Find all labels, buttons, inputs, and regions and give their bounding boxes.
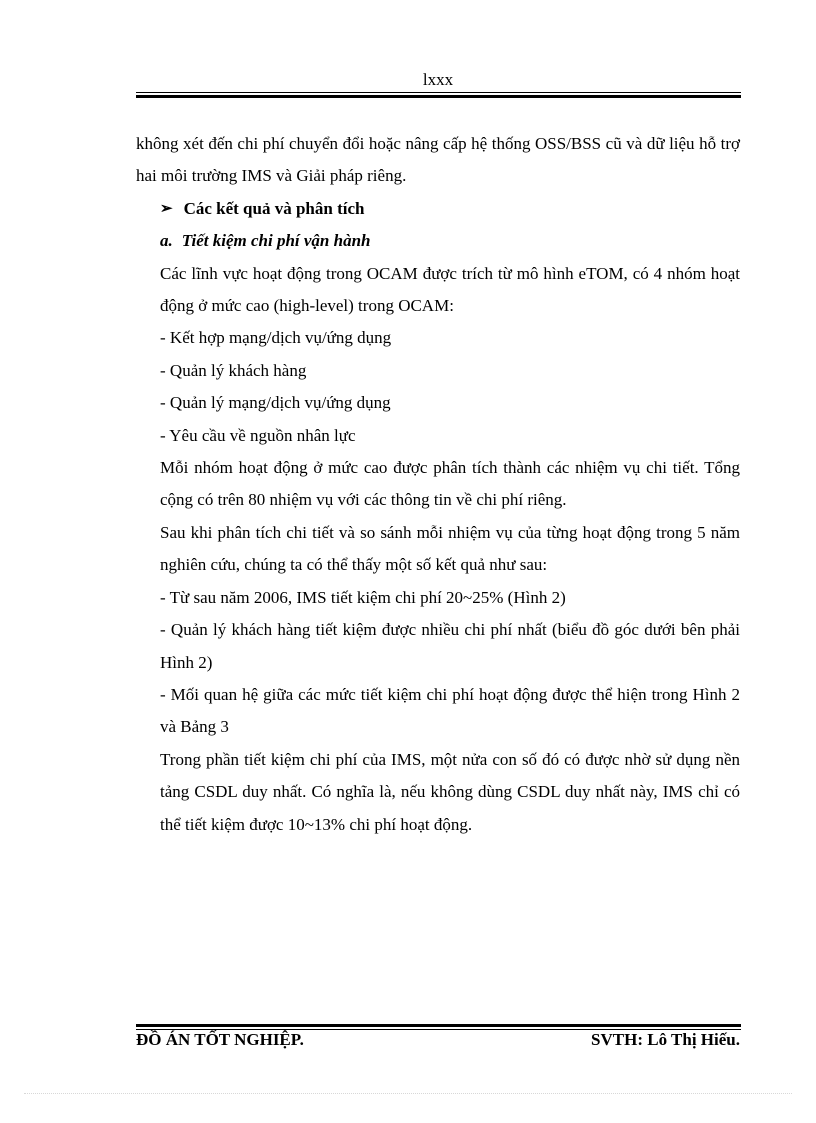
list-item: - Yêu cầu về nguồn nhân lực <box>160 425 356 445</box>
result-item: - Mối quan hệ giữa các mức tiết kiệm chi phí hoạt động được thể hiện trong Hình 2 và Bảng 3 <box>160 684 740 737</box>
paragraph-analysis: Sau khi phân tích chi tiết và so sánh mỗi nhiệm vụ của từng hoạt động trong 5 năm nghiên cứu, chúng ta có thể thấy một số kết quả như sau: <box>160 522 740 575</box>
footer-thesis-label: ĐỒ ÁN TỐT NGHIỆP. <box>136 1030 304 1049</box>
list-item: - Quản lý khách hàng <box>160 360 307 380</box>
arrow-bullet-icon: ➢ <box>160 200 173 217</box>
section-heading-text: Các kết quả và phân tích <box>183 198 365 218</box>
page-body <box>136 128 740 841</box>
section-heading <box>136 193 740 225</box>
page-edge-divider <box>24 1093 792 1094</box>
footer-student-name: SVTH: Lô Thị Hiếu. <box>591 1030 740 1049</box>
result-item: - Quản lý khách hàng tiết kiệm được nhiều chi phí nhất (biểu đồ góc dưới bên phải Hình 2) <box>160 620 740 672</box>
result-item: - Từ sau năm 2006, IMS tiết kiệm chi phí 20~25% (Hình 2) <box>160 587 566 607</box>
subsection-title: Tiết kiệm chi phí vận hành <box>181 231 371 251</box>
paragraph-task-breakdown: Mỗi nhóm hoạt động ở mức cao được phân tích thành các nhiệm vụ chi tiết. Tổng cộng có trên 80 nhiệm vụ với các thông tin về chi phí riêng. <box>160 458 740 510</box>
intro-paragraph: không xét đến chi phí chuyển đổi hoặc nâng cấp hệ thống OSS/BSS cũ và dữ liệu hỗ trợ hai môi trường IMS và Giải pháp riêng. <box>136 134 740 186</box>
page-footer <box>136 1030 740 1050</box>
paragraph-database-savings: Trong phần tiết kiệm chi phí của IMS, một nửa con số đó có được nhờ sử dụng nền tảng CSDL duy nhất. Có nghĩa là, nếu không dùng CSDL duy nhất này, IMS chỉ có thể tiết kiệm được 10~13% chi phí hoạt động. <box>160 749 740 834</box>
list-item: - Kết hợp mạng/dịch vụ/ứng dụng <box>160 328 392 348</box>
paragraph-activity-groups: Các lĩnh vực hoạt động trong OCAM được trích từ mô hình eTOM, có 4 nhóm hoạt động ở mức cao (high-level) trong OCAM: <box>160 263 740 316</box>
header-rule <box>136 92 741 98</box>
list-item: - Quản lý mạng/dịch vụ/ứng dụng <box>160 393 391 413</box>
subsection-letter: a. <box>160 231 173 251</box>
subsection-heading <box>136 225 740 257</box>
page-number: lxxx <box>422 70 454 89</box>
